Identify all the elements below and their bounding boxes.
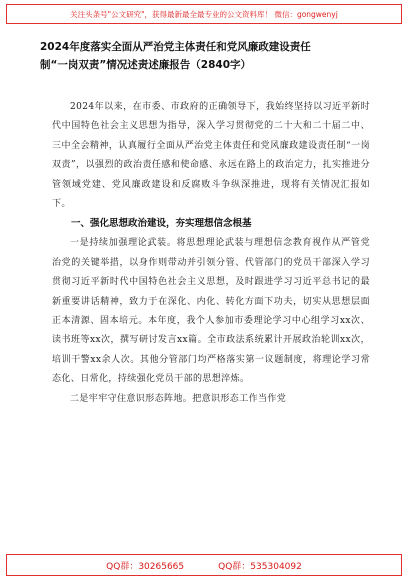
section-heading: 一、强化思想政治建设，夯实理想信念根基 [71,218,252,230]
title-line-1: 2024年度落实全面从严治党主体责任和党风廉政建设责任 [40,41,311,53]
document-body [52,98,370,409]
document-title [40,38,372,74]
title-line-2: 制“一岗双责”情况述责述廉报告（2840字） [40,59,252,71]
qq-group-1: QQ群：30265665 [106,561,185,572]
section-paragraph-1: 一是持续加强理论武装。将思想理论武装与理想信念教育视作从严管党治党的关键举措，以身作则带动并引领分管、代管部门的党员干部深入学习贯彻习近平新时代中国特色社会主义思想，及时跟进学习习近平总书记的最新重要讲话精神，致力于在深化、内化、转化方面下功夫，切实从思想层面正本清源、固本培元。本年度，我个人参加市委理论学习中心组学习xx次、读书班等xx次，撰写研讨发言xx篇。全市政法系统累计开展政治轮训xx次，培训干警xx余人次。其他分管部门均严格落实第一议题制度，将理论学习常态化、日常化，持续强化党员干部的思想淬炼。 [52,238,370,385]
top-banner: 关注头条号"公文研究"，获得最新最全最专业的公文资料库！ 微信：gongwenyj [6,4,402,24]
section-paragraph-2: 二是牢牢守住意识形态阵地。把意识形态工作当作党 [70,393,287,404]
intro-paragraph: 2024年以来，在市委、市政府的正确领导下，我始终坚持以习近平新时代中国特色社会主义思想为指导，深入学习贯彻党的二十大和二十届二中、三中全会精神，认真履行全面从严治党主体责任和党风廉政建设责任制“一岗双责”，以强烈的政治责任感和使命感、永远在路上的政治定力，扎实推进分管领域党建、党风廉政建设和反腐败斗争纵深推进，现将有关情况汇报如下。 [52,102,370,210]
qq-group-2: QQ群：535304092 [218,561,302,572]
footer-bar [6,554,402,576]
